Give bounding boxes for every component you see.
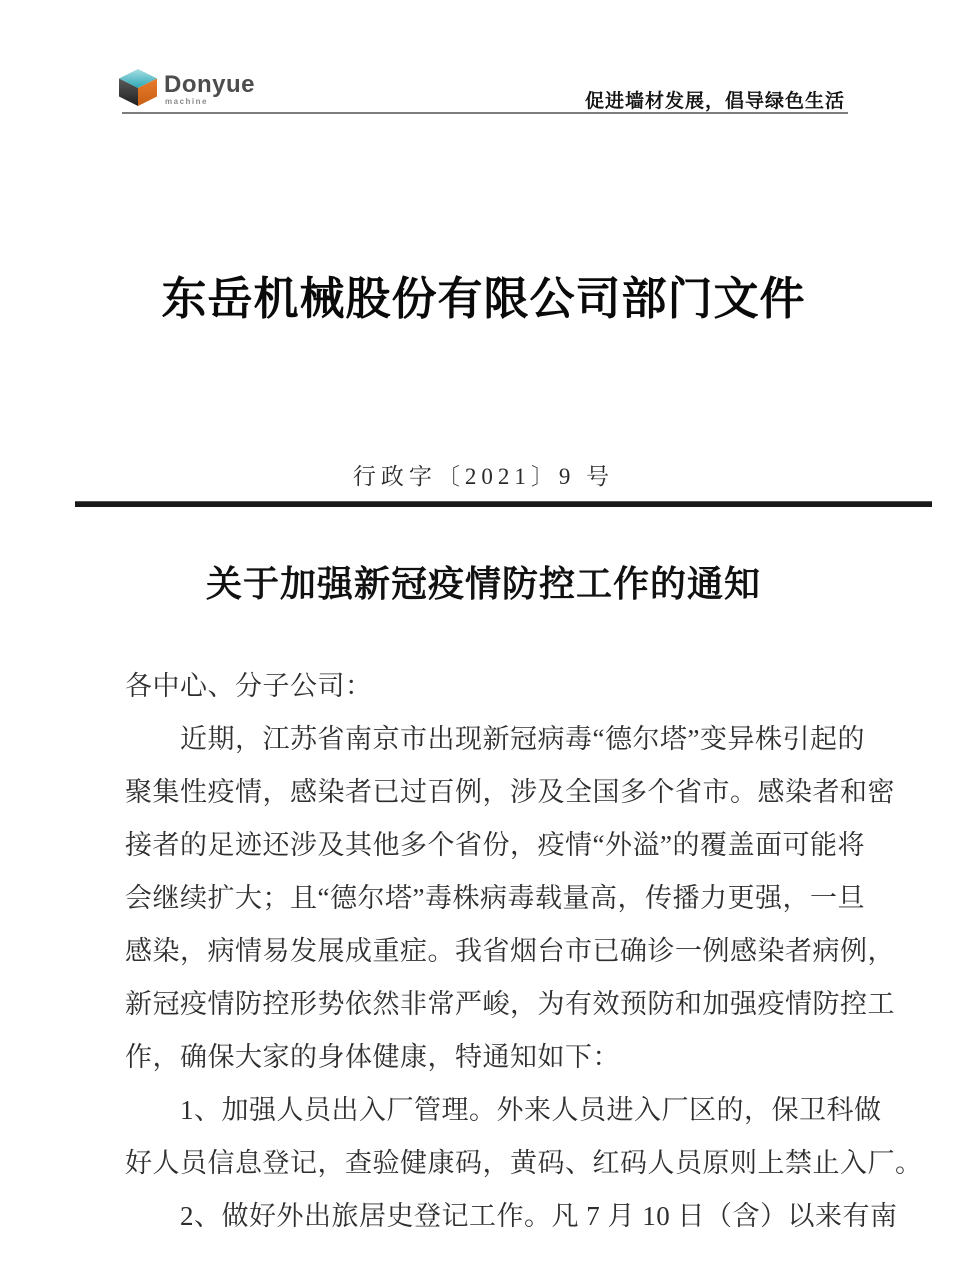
- body-line: 近期，江苏省南京市出现新冠病毒“德尔塔”变异株引起的: [180, 724, 865, 754]
- document-title: 东岳机械股份有限公司部门文件: [161, 274, 806, 324]
- document-body: [125, 660, 923, 1243]
- body-line: 接者的足迹还涉及其他多个省份，疫情“外溢”的覆盖面可能将: [125, 830, 865, 860]
- logo-brand-text: Donyue: [164, 71, 256, 98]
- body-line: 会继续扩大；且“德尔塔”毒株病毒载量高，传播力更强，一旦: [125, 883, 865, 913]
- document-number: 行政字〔2021〕9 号: [352, 464, 615, 489]
- body-line: 作，确保大家的身体健康，特通知如下：: [125, 1042, 620, 1072]
- document-subject: 关于加强新冠疫情防控工作的通知: [205, 564, 761, 604]
- body-line: 1、加强人员出入厂管理。外来人员进入厂区的，保卫科做: [180, 1095, 882, 1125]
- header-slogan: 促进墙材发展，倡导绿色生活: [584, 91, 845, 112]
- company-logo: [119, 69, 255, 106]
- body-line: 好人员信息登记，查验健康码，黄码、红码人员原则上禁止入厂。: [125, 1148, 923, 1178]
- body-line: 2、做好外出旅居史登记工作。凡 7 月 10 日（含）以来有南: [180, 1201, 898, 1231]
- body-line: 聚集性疫情，感染者已过百例，涉及全国多个省市。感染者和密: [125, 777, 895, 807]
- body-line: 新冠疫情防控形势依然非常严峻，为有效预防和加强疫情防控工: [125, 989, 895, 1019]
- logo-sub-text: machine: [165, 97, 208, 106]
- body-line: 感染，病情易发展成重症。我省烟台市已确诊一例感染者病例，: [125, 936, 895, 966]
- logo-wordmark: [164, 73, 255, 106]
- logo-cube-icon: [119, 69, 157, 106]
- title-divider: [75, 501, 932, 507]
- salutation: 各中心、分子公司：: [125, 671, 373, 701]
- header-divider: [122, 112, 848, 114]
